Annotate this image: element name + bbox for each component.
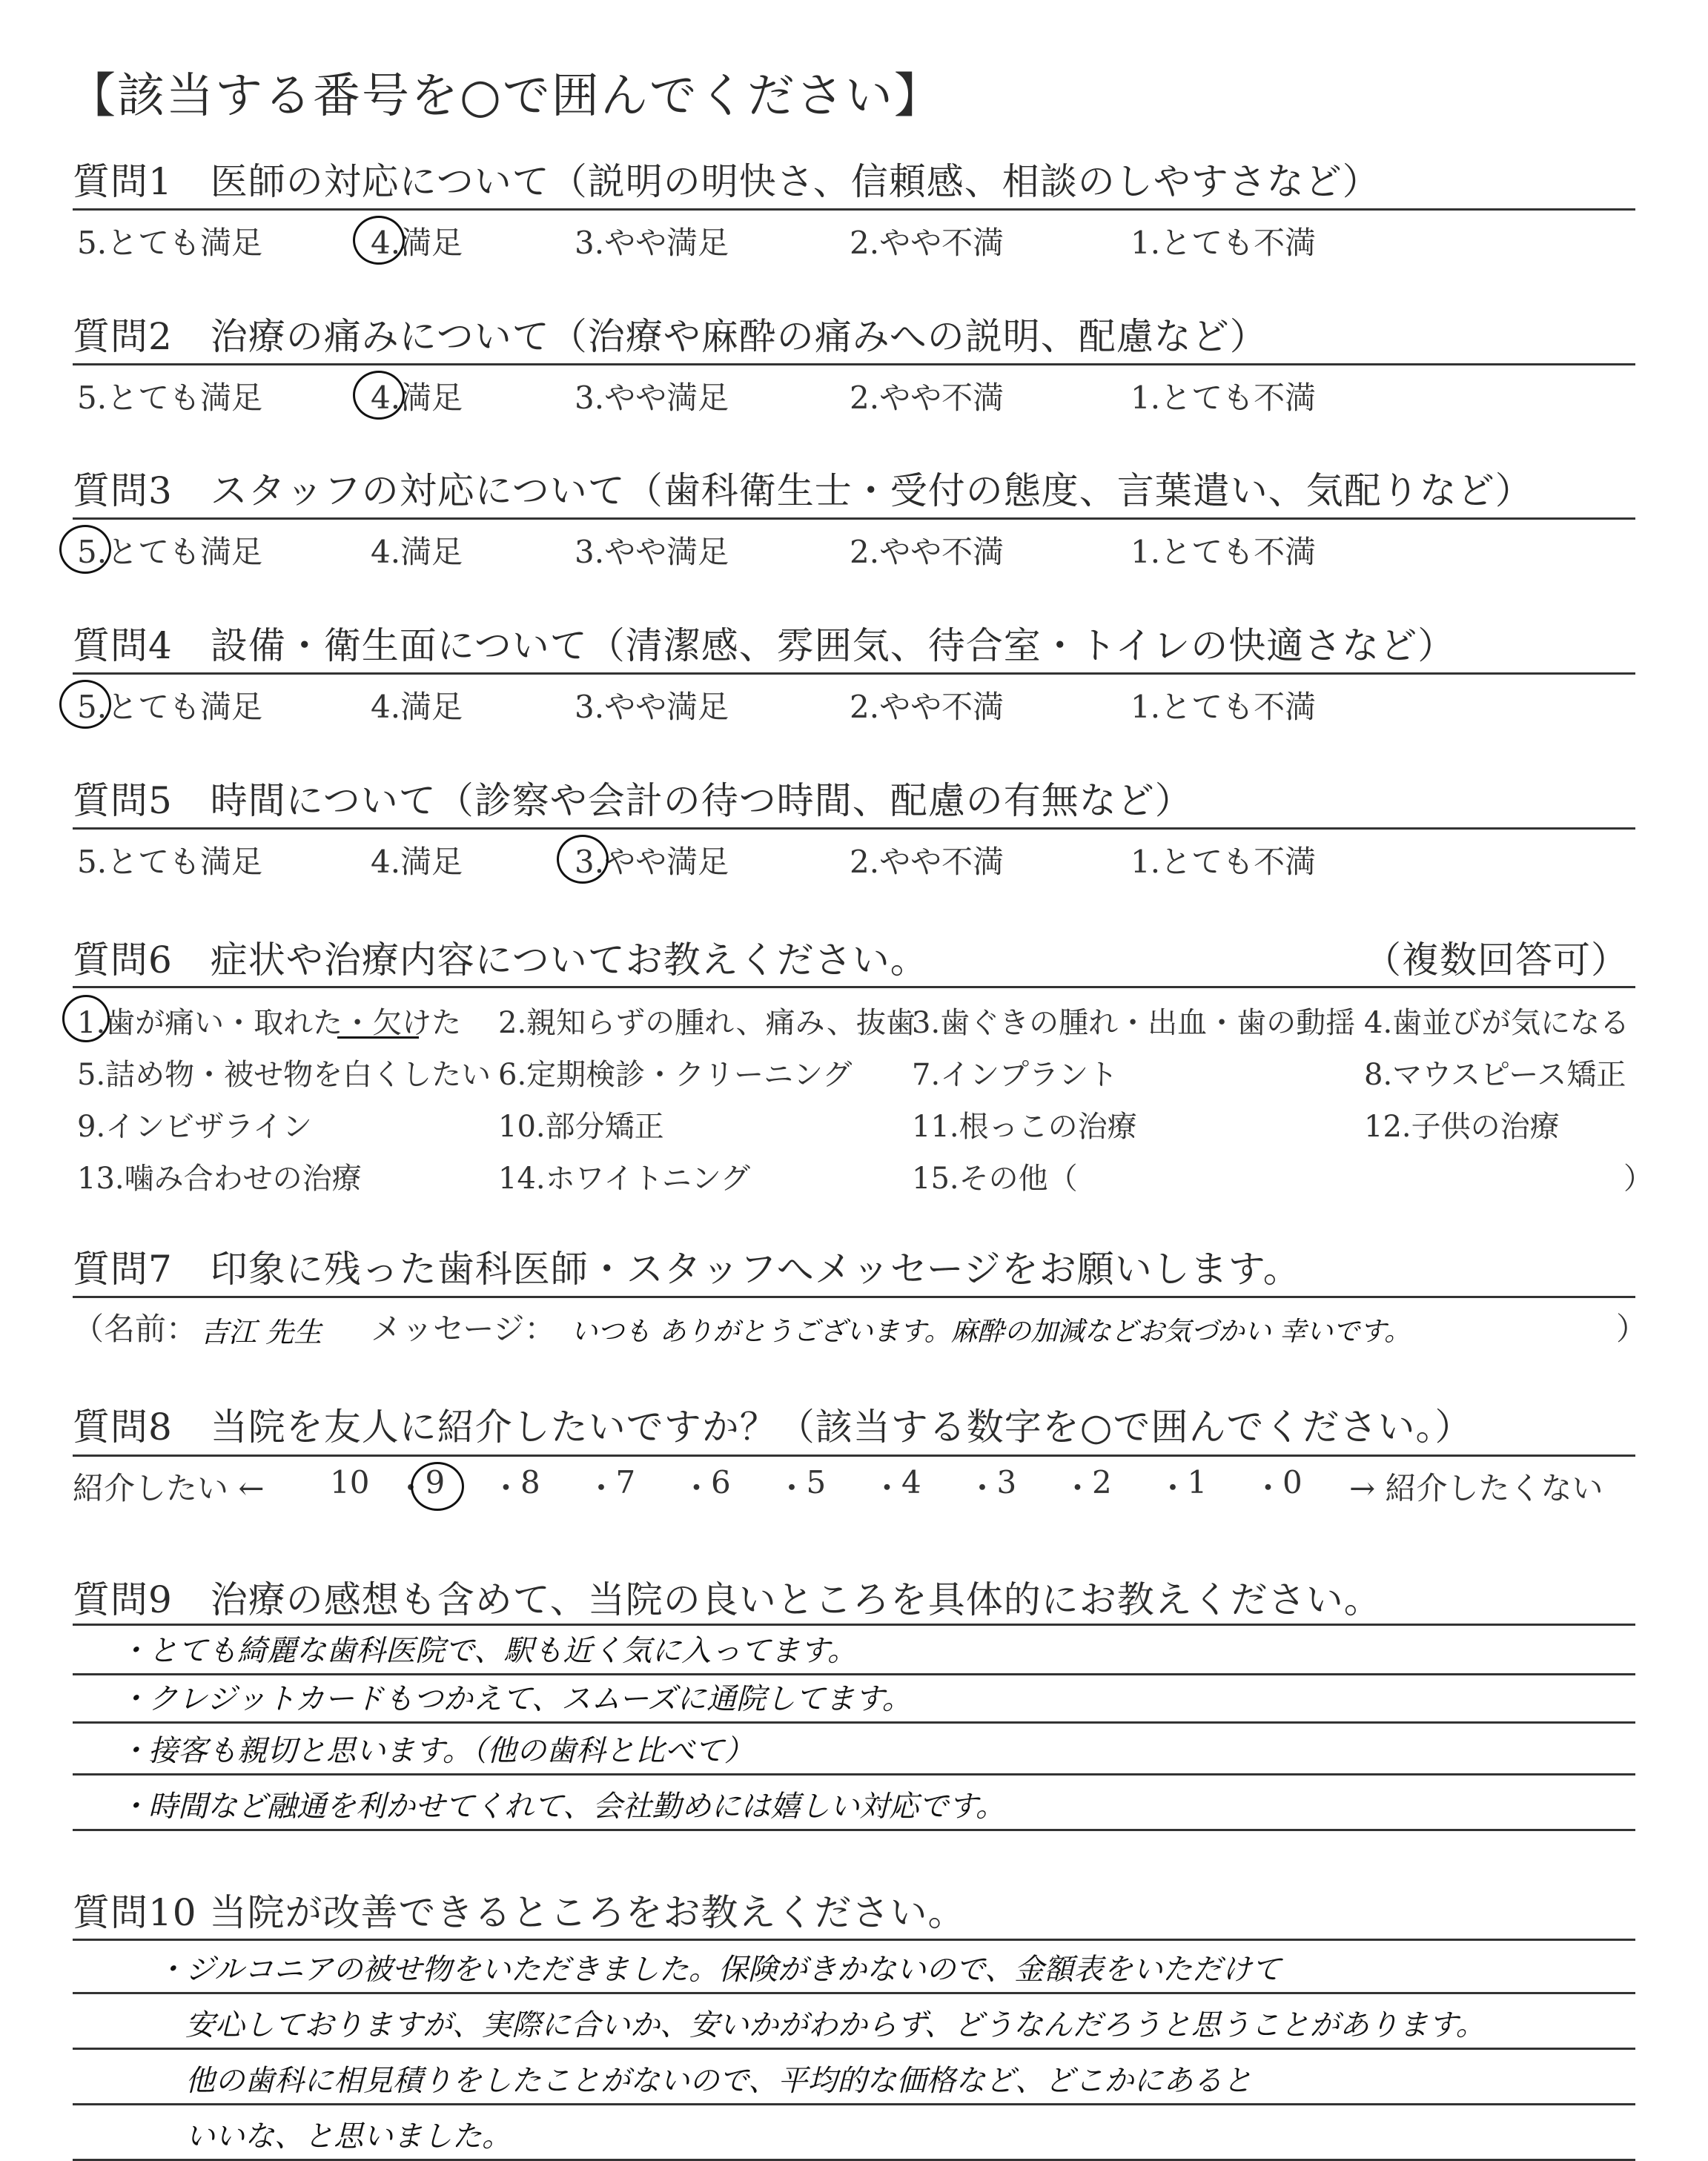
scale-dot: ・	[1157, 1470, 1189, 1506]
q7-close: ）	[1616, 1311, 1648, 1347]
rating-option: 5.とても満足	[77, 534, 263, 570]
q7-name-value: 吉江 先生	[200, 1316, 322, 1348]
scale-number: 2	[1092, 1464, 1112, 1500]
question-label: 質問4 設備・衛生面について（清潔感、雰囲気、待合室・トイレの快適さなど）	[73, 624, 1456, 667]
rating-option: 3.やや満足	[575, 225, 729, 261]
question-rule	[73, 827, 1635, 830]
rating-option: 2.やや不満	[850, 844, 1004, 880]
answer-rule	[73, 1624, 1635, 1626]
q6-rule	[73, 986, 1635, 988]
symptom-option: 1.歯が痛い・取れた・欠けた	[77, 1006, 462, 1040]
q8-right: → 紹介したくない	[1349, 1470, 1603, 1506]
symptom-option: 10.部分矯正	[498, 1110, 664, 1144]
rating-option: 2.やや不満	[850, 225, 1004, 261]
answer-text: ・時間など融通を利かせてくれて、会社勤めには嬉しい対応です。	[119, 1790, 1005, 1824]
symptom-option: 6.定期検診・クリーニング	[498, 1058, 853, 1092]
symptom-option: 3.歯ぐきの腫れ・出血・歯の動揺	[912, 1006, 1356, 1040]
scale-number: 9	[425, 1464, 446, 1500]
rating-option: 3.やや満足	[575, 380, 729, 416]
scale-dot: ・	[681, 1470, 712, 1506]
answer-text: 他の歯科に相見積りをしたことがないので、平均的な価格など、どこかにあると	[185, 2064, 1253, 2098]
question-label: 質問2 治療の痛みについて（治療や麻酔の痛みへの説明、配慮など）	[73, 315, 1268, 358]
rating-option: 4.満足	[371, 380, 463, 416]
scale-dot: ・	[776, 1470, 808, 1506]
symptom-option: 15.その他（	[912, 1162, 1078, 1196]
rating-option: 4.満足	[371, 534, 463, 570]
question-rule	[73, 517, 1635, 520]
scale-number: 7	[615, 1464, 636, 1500]
rating-option: 5.とても満足	[77, 380, 263, 416]
q7-rule	[73, 1296, 1635, 1298]
question-label: 質問5 時間について（診察や会計の待つ時間、配慮の有無など）	[73, 779, 1193, 822]
q8-left: 紹介したい ←	[73, 1470, 265, 1506]
scale-dot: ・	[586, 1470, 618, 1506]
rating-option: 1.とても不満	[1131, 380, 1317, 416]
symptom-option: 7.インプラント	[912, 1058, 1119, 1092]
symptom-option: 8.マウスピース矯正	[1364, 1058, 1626, 1092]
answer-rule	[73, 1829, 1635, 1831]
symptom-option: 4.歯並びが気になる	[1364, 1006, 1630, 1040]
rating-option: 2.やや不満	[850, 534, 1004, 570]
rating-option: 4.満足	[371, 844, 463, 880]
scale-number: 0	[1282, 1464, 1302, 1500]
rating-option: 4.満足	[371, 225, 463, 261]
q8-rule	[73, 1455, 1635, 1457]
q7-message-label: メッセージ：	[371, 1311, 556, 1347]
scale-number: 8	[520, 1464, 540, 1500]
answer-text: ・クレジットカードもつかえて、スムーズに通院してます。	[119, 1682, 912, 1716]
answer-rule	[73, 2048, 1635, 2050]
scale-dot: ・	[1252, 1470, 1284, 1506]
rating-option: 1.とても不満	[1131, 534, 1317, 570]
scale-dot: ・	[871, 1470, 903, 1506]
rating-option: 3.やや満足	[575, 844, 729, 880]
selected-rating-circle	[353, 216, 405, 265]
rating-option: 2.やや不満	[850, 380, 1004, 416]
scale-dot: ・	[967, 1470, 999, 1506]
selected-rating-circle	[59, 680, 111, 729]
scale-number: 3	[996, 1464, 1017, 1500]
scale-number: 10	[330, 1464, 370, 1500]
q10-label: 質問10 当院が改善できるところをお教えください。	[73, 1891, 966, 1934]
selected-scale-circle	[411, 1462, 464, 1511]
rating-option: 4.満足	[371, 689, 463, 725]
symptom-option: 5.詰め物・被せ物を白くしたい	[77, 1058, 491, 1092]
rating-option: 1.とても不満	[1131, 225, 1317, 261]
scale-dot: ・	[490, 1470, 522, 1506]
question-label: 質問3 スタッフの対応について（歯科衛生士・受付の態度、言葉遣い、気配りなど）	[73, 469, 1533, 512]
rating-option: 5.とても満足	[77, 225, 263, 261]
rating-option: 1.とても不満	[1131, 844, 1317, 880]
rating-option: 1.とても不満	[1131, 689, 1317, 725]
q6-underline	[337, 1036, 419, 1039]
q6-note: （複数回答可）	[1364, 939, 1629, 982]
symptom-option: 12.子供の治療	[1364, 1110, 1560, 1144]
rating-option: 5.とても満足	[77, 844, 263, 880]
symptom-option: 14.ホワイトニング	[498, 1162, 751, 1196]
scale-number: 5	[806, 1464, 827, 1500]
symptom-option: 2.親知らずの腫れ、痛み、抜歯	[498, 1006, 916, 1040]
scale-number: 6	[711, 1464, 731, 1500]
answer-text: いいな、と思いました。	[185, 2119, 512, 2154]
question-rule	[73, 672, 1635, 675]
q9-label: 質問9 治療の感想も含めて、当院の良いところを具体的にお教えください。	[73, 1578, 1382, 1621]
question-label: 質問1 医師の対応について（説明の明快さ、信頼感、相談のしやすさなど）	[73, 160, 1380, 203]
answer-text: ・接客も親切と思います。（他の歯科と比べて）	[119, 1734, 754, 1768]
answer-rule	[73, 1721, 1635, 1724]
q8-label: 質問8 当院を友人に紹介したいですか？（該当する数字を○で囲んでください。）	[73, 1406, 1473, 1449]
symptom-option: 13.噛み合わせの治療	[77, 1162, 362, 1196]
answer-rule	[73, 2103, 1635, 2105]
answer-rule	[73, 1992, 1635, 1994]
answer-rule	[73, 1939, 1635, 1941]
symptom-option: 11.根っこの治療	[912, 1110, 1137, 1144]
answer-rule	[73, 1773, 1635, 1776]
answer-text: 安心しておりますが、実際に合いか、安いかがわからず、どうなんだろうと思うことがあります。	[185, 2008, 1486, 2042]
question-rule	[73, 363, 1635, 365]
answer-text: ・ジルコニアの被せ物をいただきました。保険がきかないので、金額表をいただけて	[156, 1953, 1282, 1987]
rating-option: 2.やや不満	[850, 689, 1004, 725]
selected-rating-circle	[557, 835, 609, 884]
q7-label: 質問7 印象に残った歯科医師・スタッフへメッセージをお願いします。	[73, 1248, 1301, 1291]
page-title: 【該当する番号を○で囲んでください】	[68, 69, 943, 124]
rating-option: 3.やや満足	[575, 534, 729, 570]
scale-dot: ・	[1062, 1470, 1093, 1506]
rating-option: 3.やや満足	[575, 689, 729, 725]
scale-dot: ・	[395, 1470, 427, 1506]
q6-label: 質問6 症状や治療内容についてお教えください。	[73, 939, 928, 982]
answer-text: ・とても綺麗な歯科医院で、駅も近く気に入ってます。	[119, 1634, 857, 1668]
selected-rating-circle	[59, 525, 111, 574]
q6-selected-circle	[62, 995, 110, 1042]
question-rule	[73, 208, 1635, 211]
q7-message-value: いつも ありがとうございます。麻酔の加減などお気づかい 幸いです。	[571, 1317, 1411, 1347]
rating-option: 5.とても満足	[77, 689, 263, 725]
symptom-option: 9.インビザライン	[77, 1110, 312, 1144]
scale-number: 4	[901, 1464, 921, 1500]
scale-number: 1	[1187, 1464, 1208, 1500]
selected-rating-circle	[353, 371, 405, 420]
symptom-option: ）	[1623, 1162, 1653, 1196]
q7-name-label: （名前：	[73, 1311, 198, 1347]
